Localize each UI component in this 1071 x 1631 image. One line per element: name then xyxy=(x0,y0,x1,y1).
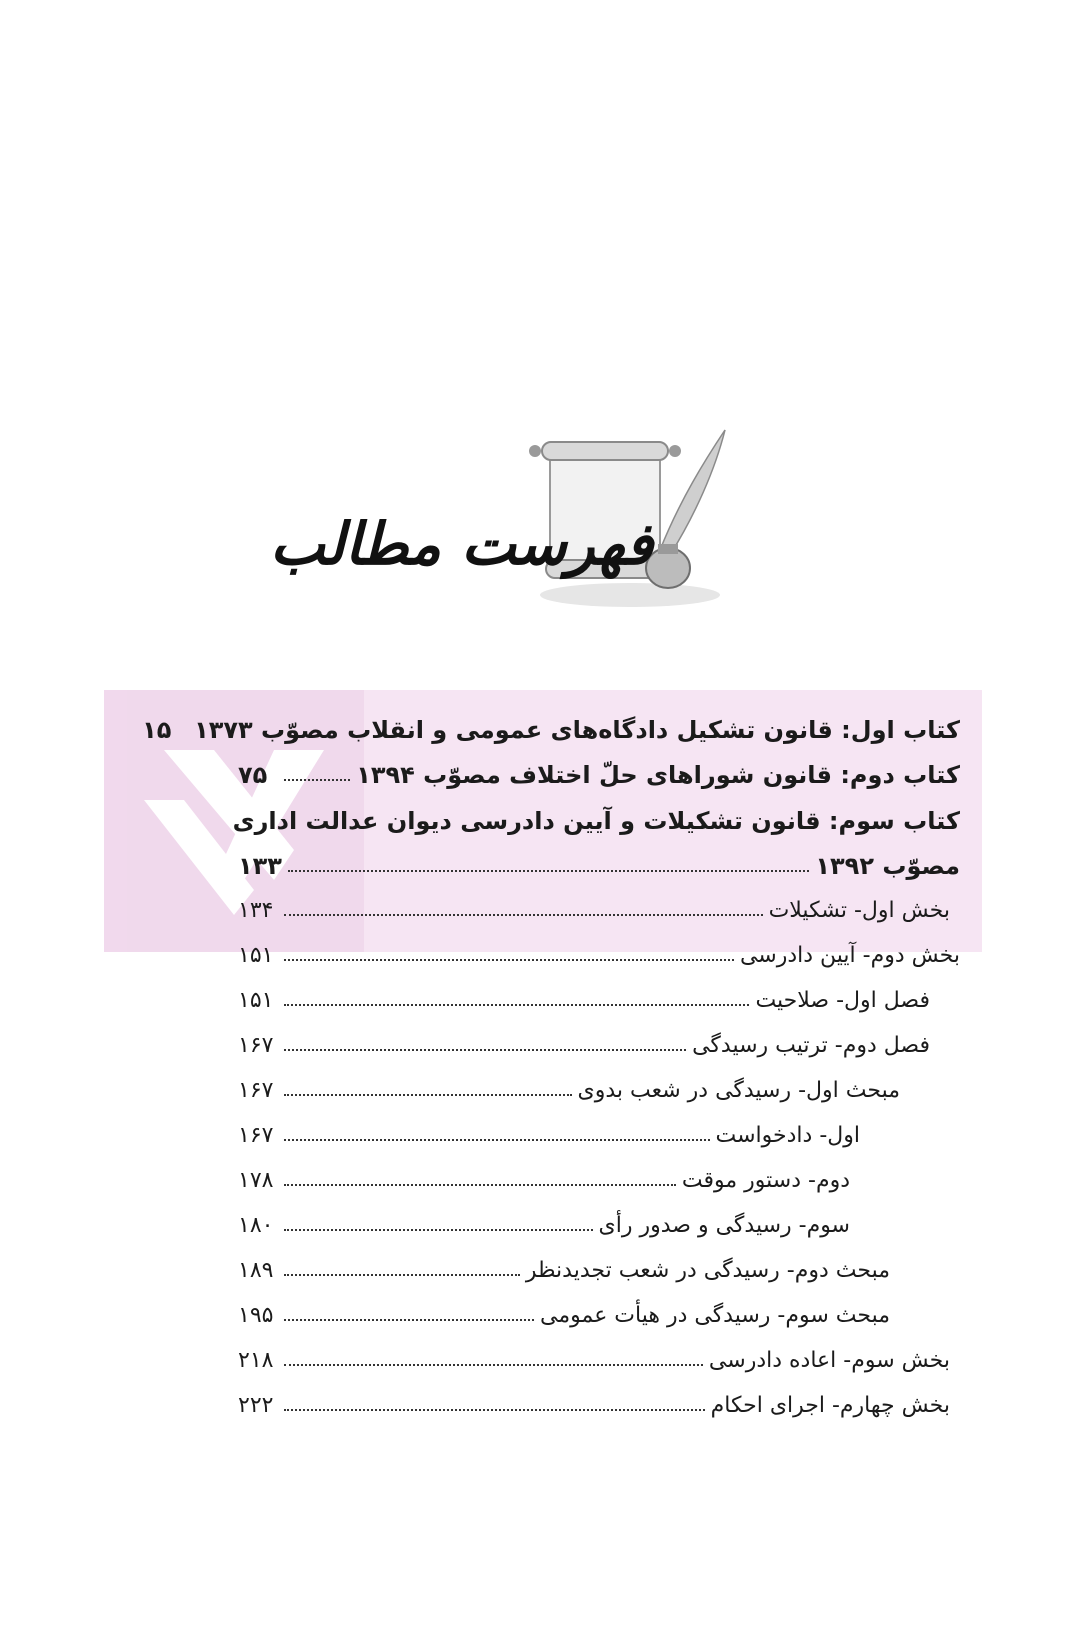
toc-entry-title: کتاب اول: قانون تشکیل دادگاه‌های عمومی و انقلاب مصوّب ۱۳۷۳ xyxy=(194,716,960,744)
toc-page-number: ۱۵ xyxy=(142,716,172,744)
toc-entry[interactable] xyxy=(238,846,960,886)
toc-entry[interactable] xyxy=(238,1250,960,1290)
toc-entry-title: سوم- رسیدگی و صدور رأی xyxy=(598,1212,850,1238)
toc-header xyxy=(260,420,740,620)
toc-entry-title: فصل اول- صلاحیت xyxy=(755,987,930,1013)
toc-entry-title: دوم- دستور موقت xyxy=(681,1167,850,1193)
toc-leader-dots xyxy=(284,914,763,916)
toc-entry[interactable] xyxy=(142,710,960,750)
toc-entry-title: بخش دوم- آیین دادرسی xyxy=(739,942,960,968)
toc-entry-title: فصل دوم- ترتیب رسیدگی xyxy=(692,1032,930,1058)
toc-entry-title: بخش چهارم- اجرای احکام xyxy=(710,1392,950,1418)
page-title: فهرست مطالب xyxy=(270,510,654,578)
toc-entry[interactable] xyxy=(238,755,960,795)
toc-page-number: ۱۸۰ xyxy=(238,1212,274,1238)
toc-entry-title: کتاب دوم: قانون شوراهای حلّ اختلاف مصوّب ۱۳۹۴ xyxy=(356,761,960,789)
toc-leader-dots xyxy=(284,779,350,781)
toc-entry[interactable] xyxy=(238,1385,960,1425)
toc-page-number: ۱۶۷ xyxy=(238,1032,274,1058)
toc-page-number: ۱۸۹ xyxy=(238,1257,274,1283)
toc-page-number: ۱۶۷ xyxy=(238,1077,274,1103)
toc-leader-dots xyxy=(284,1139,710,1141)
toc-entry[interactable] xyxy=(238,1340,960,1380)
toc-entry[interactable] xyxy=(238,1205,960,1245)
toc-entry[interactable] xyxy=(238,1115,960,1155)
toc-leader-dots xyxy=(284,959,734,961)
toc-entry-title: کتاب سوم: قانون تشکیلات و آیین دادرسی دیوان عدالت اداری xyxy=(232,807,960,835)
toc-entry[interactable] xyxy=(238,935,960,975)
toc-page-number: ۲۱۸ xyxy=(238,1347,274,1373)
toc-leader-dots xyxy=(284,1319,534,1321)
toc-entry-title: بخش اول- تشکیلات xyxy=(768,897,950,923)
toc-page-number: ۲۲۲ xyxy=(238,1392,274,1418)
toc-entry-title: بخش سوم- اعاده دادرسی xyxy=(708,1347,950,1373)
toc-leader-dots xyxy=(284,1229,593,1231)
toc-entry[interactable] xyxy=(238,1025,960,1065)
toc-page-number: ۱۵۱ xyxy=(238,942,274,968)
toc-leader-dots xyxy=(288,870,809,872)
toc-page-number: ۱۶۷ xyxy=(238,1122,274,1148)
toc-leader-dots xyxy=(284,1409,705,1411)
toc-leader-dots xyxy=(284,1049,686,1051)
toc-leader-dots xyxy=(284,1184,676,1186)
toc-entry[interactable] xyxy=(238,1160,960,1200)
toc-page-number: ۱۹۵ xyxy=(238,1302,274,1328)
toc-page-number: ۷۵ xyxy=(238,761,268,789)
toc-entry-title: مبحث سوم- رسیدگی در هیأت عمومی xyxy=(539,1302,890,1328)
toc-leader-dots xyxy=(284,1364,703,1366)
toc-entry[interactable] xyxy=(238,980,960,1020)
toc-entry[interactable] xyxy=(238,1295,960,1335)
toc-entry-title: مصوّب ۱۳۹۲ xyxy=(815,852,960,880)
toc-page-number: ۱۳۳ xyxy=(238,852,282,880)
toc-page-number: ۱۷۸ xyxy=(238,1167,274,1193)
toc-page-number: ۱۵۱ xyxy=(238,987,274,1013)
toc-leader-dots xyxy=(284,1004,749,1006)
toc-entry-title: مبحث اول- رسیدگی در شعب بدوی xyxy=(577,1077,900,1103)
toc-entry[interactable] xyxy=(238,1070,960,1110)
toc-entry[interactable] xyxy=(238,890,960,930)
toc-leader-dots xyxy=(284,1094,572,1096)
toc-entry[interactable] xyxy=(232,801,960,841)
toc-entry-title: مبحث دوم- رسیدگی در شعب تجدیدنظر xyxy=(525,1257,890,1283)
toc-page-number: ۱۳۴ xyxy=(238,897,274,923)
toc-entry-title: اول- دادخواست xyxy=(715,1122,860,1148)
toc-leader-dots xyxy=(284,1274,520,1276)
